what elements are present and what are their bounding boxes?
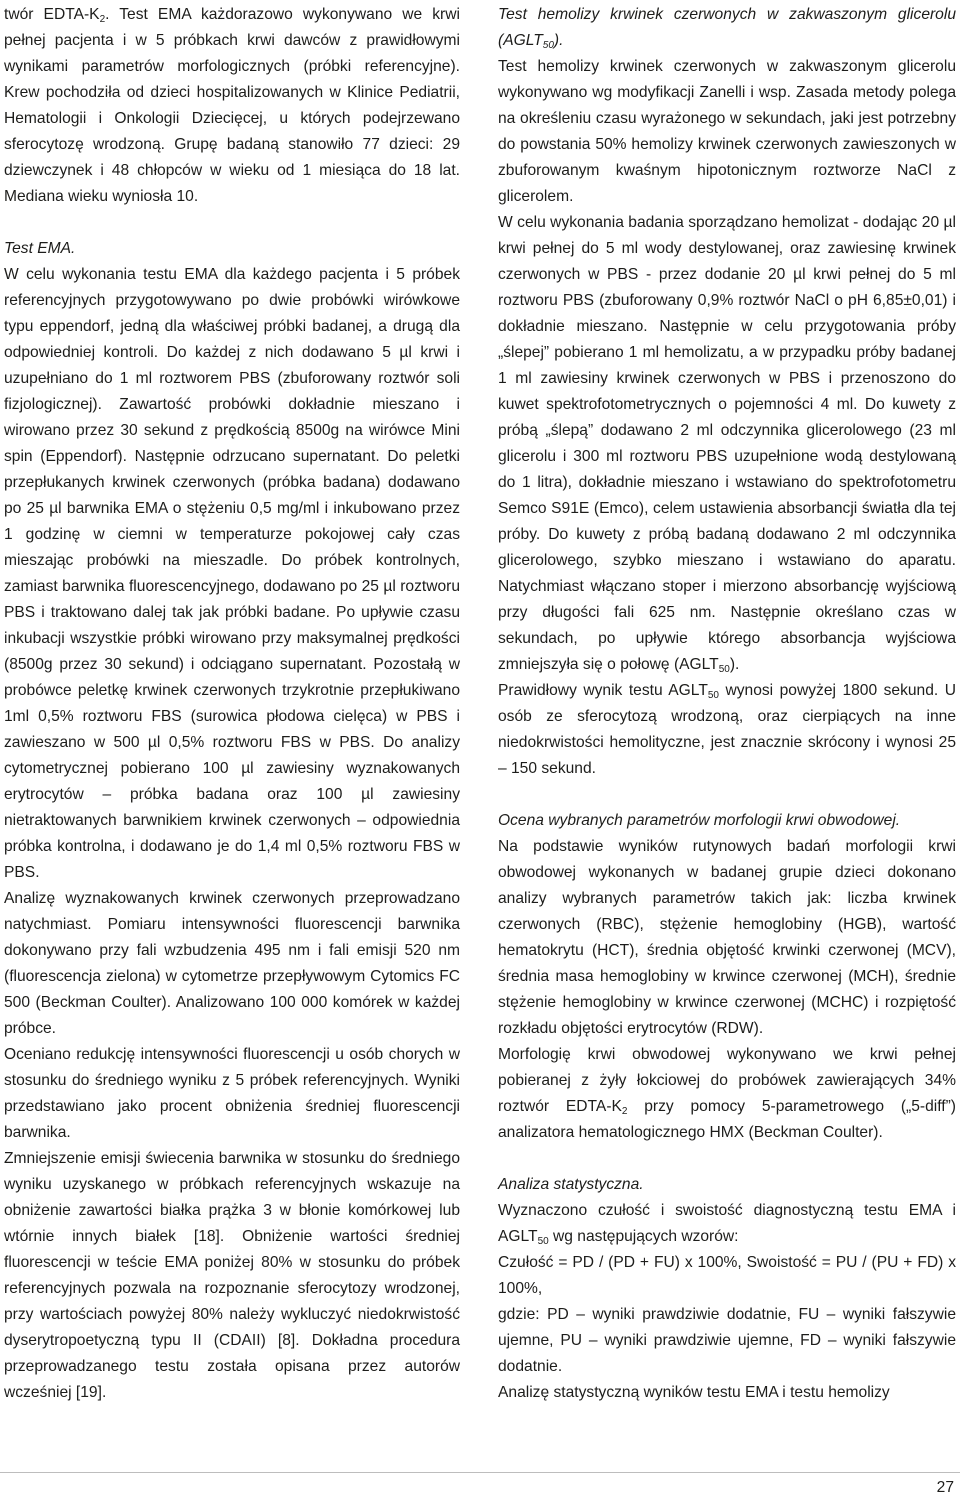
ema-paragraph-4: Zmniejszenie emisji świecenia barwnika w stosunku do średniego wyniku uzyskanego w próbkach referencyjnych wskazuje na obniżenie zawartości białka prążka 3 w błonie komórkowej lub wtórnie innych białek [18]. Obniżenie wartości średniej fluorescencji w teście EMA poniżej 80% w stosunku do próbek referencyjnych pozwala na rozpoznanie sferocytozy wrodzonej, przy wartościach powyżej 80% należy wykluczyć niedokrwistość dyserytropoetyczną typu II (CDAII) [8]. Dokładna procedura przeprowadzanego testu została opisana przez autorów wcześniej [19]. (4, 1150, 460, 1401)
ema-paragraph-2: Analizę wyznakowanych krwinek czerwonych przeprowadzano natychmiast. Pomiaru intensywności fluorescencji barwnika dokonywano przy fali wzbudzenia 495 nm i fali emisji 520 nm (fluorescencja zielona) w cytometrze przepływowym Cytomics FC 500 (Beckman Coulter). Analizowano 100 000 komórek w każdej próbce. (4, 890, 460, 1037)
aglt-paragraph-3 (498, 678, 956, 782)
ema-paragraph-3: Oceniano redukcję intensywności fluorescencji u osób chorych w stosunku do średniego wyniku z 5 próbek referencyjnych. Wyniki przedstawiano jako procent obniżenia średniej fluorescencji barwnika. (4, 1046, 460, 1141)
statistics-paragraph-1-text: Wyznaczono czułość i swoistość diagnostyczną testu EMA i AGLT (498, 1202, 956, 1245)
heading-aglt-end: ). (553, 32, 564, 49)
statistics-paragraph-1-end: wg następujących wzorów: (548, 1228, 739, 1245)
morphology-paragraph-2-text: Morfologię krwi obwodowej wykonywano we krwi pełnej pobieranej z żyły łokciowej do probówek zawierających 34% roztwór EDTA-K (498, 1046, 956, 1115)
statistics-formula: Czułość = PD / (PD + FU) x 100%, Swoistość = PU / (PU + FD) x 100%, (498, 1254, 956, 1297)
aglt-paragraph-3-text: Prawidłowy wynik testu AGLT (498, 682, 708, 699)
subscript: 50 (542, 40, 554, 51)
morphology-paragraph-2 (498, 1042, 956, 1146)
footer-rule (0, 1472, 960, 1473)
section-heading-ema: Test EMA. (4, 240, 76, 257)
subscript: 2 (99, 14, 106, 25)
subscript: 50 (707, 690, 719, 701)
section-heading-morphology: Ocena wybranych parametrów morfologii krwi obwodowej. (498, 812, 901, 829)
left-column (4, 2, 460, 1406)
statistics-paragraph-1 (498, 1198, 956, 1250)
morphology-paragraph-1: Na podstawie wyników rutynowych badań morfologii krwi obwodowej wykonanych w badanej grupie dzieci dokonano analizy wybranych parametrów takich jak: liczba krwinek czerwonych (RBC), stężenie hemoglobiny (HGB), wartość hematokrytu (HCT), średnia objętość krwinki czerwonej (MCV), średnia masa hemoglobiny w krwince czerwonej (MCH), średnie stężenie hemoglobiny w krwince czerwonej (MCHC) i rozpiętość rozkładu objętości erytrocytów (RDW). (498, 838, 956, 1037)
aglt-paragraph-2 (498, 210, 956, 678)
subscript: 50 (537, 1236, 549, 1247)
heading-aglt-text: Test hemolizy krwinek czerwonych w zakwaszonym glicerolu (AGLT (498, 6, 956, 49)
aglt-paragraph-1: Test hemolizy krwinek czerwonych w zakwaszonym glicerolu wykonywano wg modyfikacji Zanelli i wsp. Zasada metody polega na określeniu czasu wyrażonego w sekundach, jaki jest potrzebny do powstania 50% hemolizy krwinek czerwonych zawieszonych w zbuforowanym kwaśnym hipotonicznym roztworze NaCl z glicerolem. (498, 58, 956, 205)
intro-text-start: twór EDTA-K (4, 6, 100, 23)
aglt-paragraph-2-text: W celu wykonania badania sporządzano hemolizat - dodając 20 µl krwi pełnej do 5 ml wody destylowanej, oraz zawiesinę krwinek czerwonych w PBS - przez dodanie 20 µl krwi pełnej do 5 ml roztworu PBS (zbuforowany 0,9% roztwór NaCl o pH 6,85±0,01) i dokładnie mieszano. Następnie w celu przygotowania próby „ślepej” pobierano 1 ml hemolizatu, a w przypadku próby badanej 1 ml zawiesiny krwinek czerwonych w PBS i przenoszono do kuwet spektrofotometrycznych o pojemności 4 ml. Do kuwety z próbą „ślepą” dodawano 2 ml odczynnika glicerolowego (23 ml glicerolu i 300 ml roztworu PBS uzupełnione wodą destylowaną do 1 litra), dokładnie mieszano i wstawiano do spektrofotometru Semco S91E (Emco), celem ustawienia absorbancji światła dla tej próby. Do kuwety z próbą badaną dodawano 2 ml odczynnika glicerolowego, szybko mieszano i wstawiano do aparatu. Natychmiast włączano stoper i mierzono absorbancję wyjściową przy długości fali 625 nm. Następnie określano czas w sekundach, po upływie którego absorbancja wyjściowa zmniejszyła się o połowę (AGLT (498, 214, 956, 673)
aglt-paragraph-3-end: wynosi powyżej 1800 sekund. U osób ze sferocytozą wrodzoną, oraz cierpiących na inne niedokrwistości hemolityczne, jest znacznie skrócony i wynosi 25 – 150 sekund. (498, 682, 956, 777)
morphology-paragraph-2-end: przy pomocy 5-parametrowego („5-diff”) analizatora hematologicznego HMX (Beckman Coulter). (498, 1098, 956, 1141)
section-heading-statistics: Analiza statystyczna. (498, 1176, 644, 1193)
statistics-legend: gdzie: PD – wyniki prawdziwie dodatnie, FU – wyniki fałszywie ujemne, PU – wyniki prawdziwie ujemne, FD – wyniki fałszywie dodatnie. (498, 1306, 956, 1375)
intro-text-rest: . Test EMA każdorazowo wykonywano we krwi pełnej pacjenta i w 5 próbkach krwi dawców z prawidłowymi wynikami parametrów morfologicznych (próbki referencyjne). Krew pochodziła od dzieci hospitalizowanych w Klinice Pediatrii, Hematologii i Onkologii Dziecięcej, u których podejrzewano sferocytozę wrodzoną. Grupę badaną stanowiło 77 dzieci: 29 dziewczynek i 48 chłopców w wieku od 1 miesiąca do 18 lat. Mediana wieku wyniosła 10. (4, 6, 460, 205)
aglt-paragraph-2-end: ). (729, 656, 740, 673)
right-column (498, 2, 956, 1406)
intro-paragraph (4, 2, 460, 210)
page-number: 27 (936, 1479, 954, 1496)
section-heading-aglt (498, 2, 956, 54)
ema-paragraph-1: W celu wykonania testu EMA dla każdego pacjenta i 5 próbek referencyjnych przygotowywano po dwie probówki wirówkowe typu eppendorf, jedną dla właściwej próbki badanej, a drugą dla odpowiedniej kontroli. Do każdej z nich dodawano 5 µl krwi i uzupełniano do 1 ml roztworem PBS (zbuforowany roztwór soli fizjologicznej). Zawartość probówki dokładnie mieszano i wirowano przez 30 sekund z prędkością 8500g na wirówce Mini spin (Eppendorf). Następnie odrzucano supernatant. Do peletki przepłukanych krwinek czerwonych (próbka badana) dodawano po 25 µl barwnika EMA o stężeniu 0,5 mg/ml i inkubowano przez 1 godzinę w ciemni w temperaturze pokojowej cały czas mieszając probówki na mieszadle. Do próbek kontrolnych, zamiast barwnika fluorescencyjnego, dodawano po 25 µl roztworu PBS i traktowano dalej tak jak próbki badane. Po upływie czasu inkubacji wszystkie próbki wirowano przy maksymalnej prędkości (8500g przez 30 sekund) i odciągano supernatant. Pozostałą w probówce peletkę krwinek czerwonych trzykrotnie przepłukiwano 1ml 0,5% roztworu FBS (surowica płodowa cielęca) w PBS i zawieszano w 500 µl 0,5% roztworu FBS w PBS. Do analizy cytometrycznej pobierano 100 µl zawiesiny wyznakowanych erytrocytów – próbka badana oraz 100 µl zawiesiny nietraktowanych barwnikiem krwinek czerwonych – odpowiednia próbka kontrolna, i dodawano je do 1,4 ml 0,5% roztworu FBS w PBS. (4, 266, 460, 881)
subscript: 50 (718, 664, 730, 675)
statistics-paragraph-2: Analizę statystyczną wyników testu EMA i testu hemolizy (498, 1384, 890, 1401)
subscript: 2 (621, 1106, 628, 1117)
